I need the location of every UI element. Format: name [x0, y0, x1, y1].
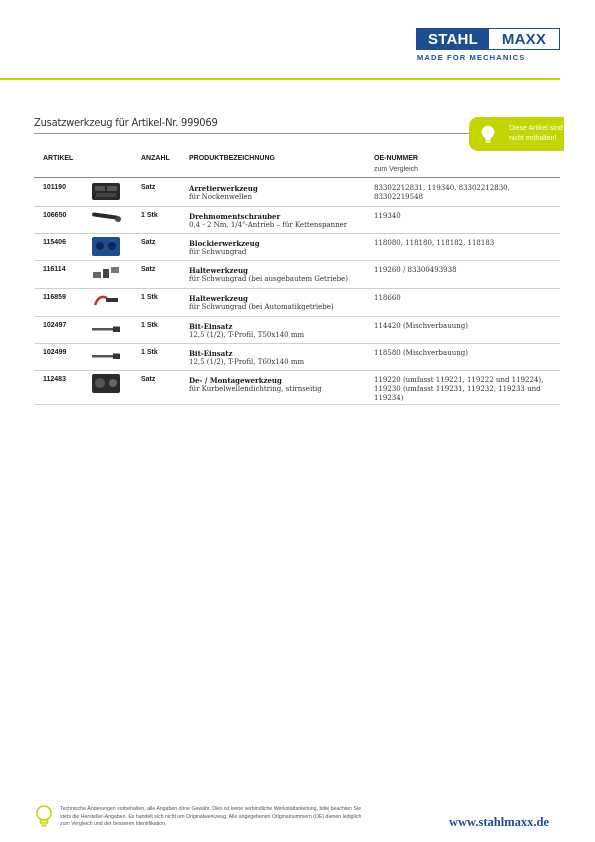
product-name: Arretierwerkzeug: [189, 184, 258, 193]
lightbulb-icon: [477, 123, 499, 145]
header-divider: [0, 78, 560, 80]
article-number: 102497: [43, 322, 67, 329]
quantity: 1 Stk: [141, 322, 158, 329]
footer-line-1: Technische Änderungen vorbehalten, alle Angaben ohne Gewähr. Dies ist keine verbindliche Werkstattanleitung, bitte beachten Sie: [60, 806, 361, 812]
quantity: Satz: [141, 184, 156, 191]
oe-line: 83302212831, 119340, 83302212830, 83302219548: [374, 184, 510, 201]
brand-logo: [416, 28, 560, 62]
logo-box: [416, 28, 560, 50]
product-description: für Schwungrad (bei Automatikgetriebe): [189, 303, 334, 311]
product-name: Haltewerkzeug: [189, 294, 248, 303]
logo-text-right: MAXX: [501, 30, 547, 48]
quantity: 1 Stk: [141, 212, 158, 219]
article-number: 102499: [43, 349, 67, 356]
product-name: Bit-Einsatz: [189, 322, 233, 331]
lightbulb-outline-icon: [34, 804, 54, 830]
column-header-oe-sub: zum Vergleich: [374, 166, 418, 173]
product-description: 0,4 - 2 Nm, 1/4"-Antrieb – für Kettenspanner: [189, 221, 348, 229]
oe-number: [374, 266, 457, 275]
oe-line: 119260 / 83300493938: [374, 266, 457, 274]
bit-insert-image: [89, 318, 123, 340]
footer-line-2: stets die Hersteller-Angaben. Es handelt sich nicht um Originalwerkzeug. Alle angegebenen Originalnummern (OE) dienen lediglich: [60, 813, 362, 820]
table-row: [34, 178, 560, 207]
oe-line: 114420 (Mischverbauung): [374, 322, 468, 330]
seal-tool-case-image: [89, 372, 123, 394]
product-description: für Kurbelwellendichtring, stirnseitig: [189, 385, 322, 393]
notice-text: [509, 124, 563, 144]
blue-tool-case-image: [89, 235, 123, 257]
torque-wrench-image: [89, 208, 123, 230]
holding-tool-red-image: [89, 290, 123, 312]
quantity: Satz: [141, 376, 156, 383]
oe-line: 119230 (umfasst 119231, 119232, 119233 und 119234): [374, 385, 541, 402]
table-row: [34, 288, 560, 317]
quantity: 1 Stk: [141, 294, 158, 301]
table-row: [34, 370, 560, 405]
product-name: De- / Montagewerkzeug: [189, 376, 282, 385]
quantity: 1 Stk: [141, 349, 158, 356]
column-header-article: ARTIKEL: [43, 155, 74, 162]
page-title: Zusatzwerkzeug für Artikel-Nr. 999069: [34, 116, 218, 129]
website-link[interactable]: www.stahlmaxx.de: [449, 815, 550, 829]
holding-tool-image: [89, 262, 123, 284]
product-description: für Schwungrad (bei ausgebautem Getriebe): [189, 275, 348, 283]
product-description: für Nockenwellen: [189, 193, 253, 201]
table-row: [34, 206, 560, 234]
article-number: 101190: [43, 184, 66, 191]
column-header-product: PRODUKTBEZEICHNUNG: [189, 155, 275, 162]
column-header-oe: OE-NUMMER: [374, 155, 418, 162]
column-header-qty: ANZAHL: [141, 155, 170, 162]
oe-line: 118660: [374, 294, 401, 302]
footer-disclaimer: [60, 806, 410, 829]
table-row: [34, 233, 560, 261]
table-row: [34, 343, 560, 371]
notice-badge: [469, 117, 564, 151]
oe-number: [374, 212, 401, 221]
product-name: Bit-Einsatz: [189, 349, 233, 358]
tool-case-image: [89, 180, 123, 202]
oe-number: [374, 184, 560, 202]
oe-number: [374, 376, 560, 403]
product-name: Haltewerkzeug: [189, 266, 248, 275]
quantity: Satz: [141, 266, 156, 273]
footer-line-3: zum Vergleich und der besseren Identifikation.: [60, 821, 167, 827]
table-row: [34, 260, 560, 289]
product-description: 12,5 (1/2), T-Profil, T50x140 mm: [189, 331, 305, 339]
article-number: 112483: [43, 376, 66, 383]
logo-text-left: STAHL: [417, 29, 489, 49]
product-name: Blockierwerkzeug: [189, 239, 260, 248]
article-number: 116114: [43, 266, 66, 273]
oe-number: [374, 349, 468, 358]
article-number: 116859: [43, 294, 66, 301]
logo-tagline: MADE FOR MECHANICS: [417, 53, 526, 62]
oe-number: [374, 294, 401, 303]
product-description: 12,5 (1/2), T-Profil, T60x140 mm: [189, 358, 305, 366]
oe-line: 119220 (umfasst 119221, 119222 und 119224),: [374, 376, 544, 384]
oe-number: [374, 322, 468, 331]
notice-line-2: nicht enthalten!: [509, 135, 557, 142]
oe-line: 119340: [374, 212, 401, 220]
notice-line-1: Diese Artikel sind: [509, 125, 563, 132]
oe-number: [374, 239, 494, 248]
quantity: Satz: [141, 239, 156, 246]
oe-line: 118080, 118180, 118182, 118183: [374, 239, 495, 247]
article-number: 106650: [43, 212, 67, 219]
product-description: für Schwungrad: [189, 248, 247, 256]
article-number: 115406: [43, 239, 66, 246]
product-name: Drehmomentschrauber: [189, 212, 281, 221]
bit-insert-image: [89, 345, 123, 367]
table-row: [34, 316, 560, 344]
oe-line: 118580 (Mischverbauung): [374, 349, 468, 357]
